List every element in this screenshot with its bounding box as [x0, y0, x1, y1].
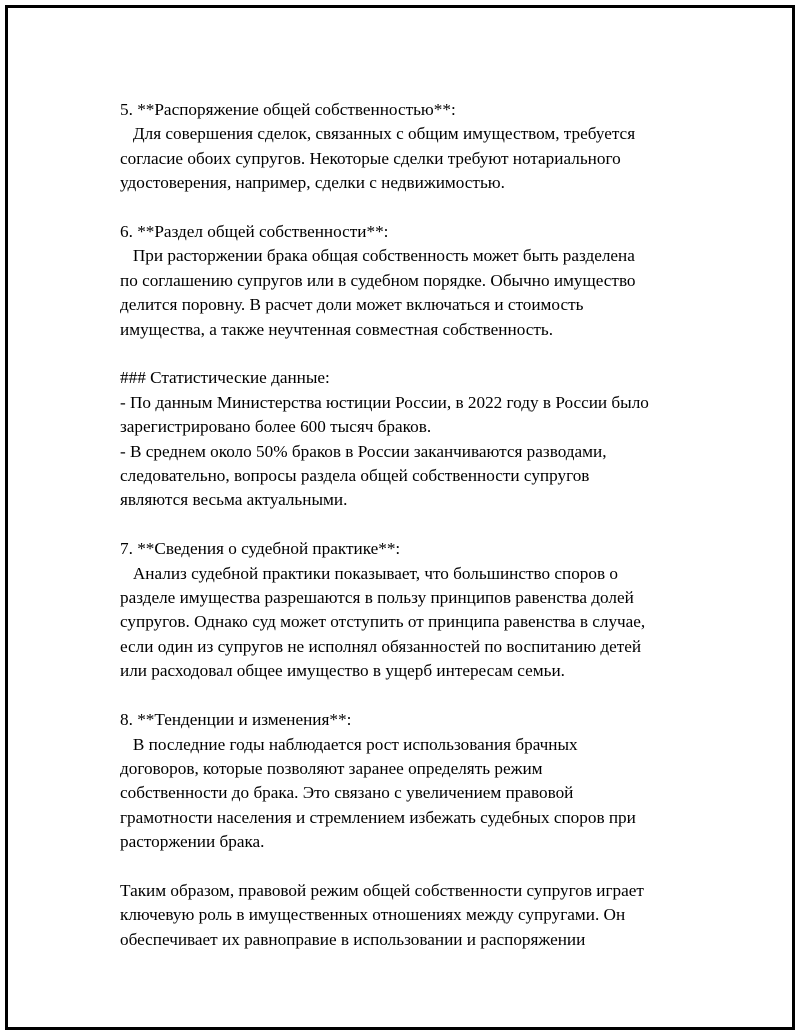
text-line: - В среднем около 50% браков в России заканчиваются разводами,	[120, 441, 607, 461]
page-frame	[5, 5, 795, 1030]
section-6-heading: 6. **Раздел общей собственности**:	[120, 222, 389, 242]
text-line: если один из супругов не исполнял обязанностей по воспитанию детей	[120, 636, 642, 656]
text-line: ключевую роль в имущественных отношениях между супругами. Он	[120, 905, 626, 925]
section-8-heading: 8. **Тенденции и изменения**:	[120, 710, 352, 730]
text-line: супругов. Однако суд может отступить от принципа равенства в случае,	[120, 612, 646, 632]
section-5-heading: 5. **Распоряжение общей собственностью**:	[120, 100, 456, 119]
section-7-heading: 7. **Сведения о судебной практике**:	[120, 539, 401, 559]
text-line: согласие обоих супругов. Некоторые сделки требуют нотариального	[120, 148, 621, 168]
section-6-block	[120, 220, 710, 342]
text-line: При расторжении брака общая собственность может быть разделена	[120, 246, 635, 266]
text-line: удостоверения, например, сделки с недвижимостью.	[120, 173, 505, 193]
text-line: В последние годы наблюдается рост использования брачных	[120, 734, 578, 754]
text-line: имущества, а также неучтенная совместная собственность.	[120, 319, 554, 339]
text-line: Таким образом, правовой режим общей собственности супругов играет	[120, 880, 644, 900]
conclusion-block	[120, 879, 710, 952]
statistics-block	[120, 366, 710, 512]
text-line: делится поровну. В расчет доли может включаться и стоимость	[120, 295, 584, 315]
document-body	[120, 98, 710, 952]
section-5-block	[120, 98, 710, 196]
text-line: собственности до брака. Это связано с увеличением правовой	[120, 783, 574, 803]
section-8-block	[120, 708, 710, 854]
text-line: или расходовал общее имущество в ущерб интересам семьи.	[120, 661, 565, 681]
text-line: по соглашению супругов или в судебном порядке. Обычно имущество	[120, 270, 636, 290]
text-line: обеспечивает их равноправие в использовании и распоряжении	[120, 929, 586, 949]
text-line: - По данным Министерства юстиции России, в 2022 году в России было	[120, 392, 649, 412]
text-line: разделе имущества разрешаются в пользу принципов равенства долей	[120, 588, 634, 608]
text-line: договоров, которые позволяют заранее определять режим	[120, 758, 543, 778]
text-line: являются весьма актуальными.	[120, 490, 348, 510]
text-line: следовательно, вопросы раздела общей собственности супругов	[120, 466, 590, 486]
text-line: грамотности населения и стремлением избежать судебных споров при	[120, 807, 636, 827]
statistics-heading: ### Статистические данные:	[120, 368, 330, 388]
text-line: Анализ судебной практики показывает, что большинство споров о	[120, 563, 618, 583]
text-line: зарегистрировано более 600 тысяч браков.	[120, 417, 432, 437]
section-7-block	[120, 537, 710, 683]
text-line: расторжении брака.	[120, 832, 265, 852]
text-line: Для совершения сделок, связанных с общим имуществом, требуется	[120, 124, 636, 144]
